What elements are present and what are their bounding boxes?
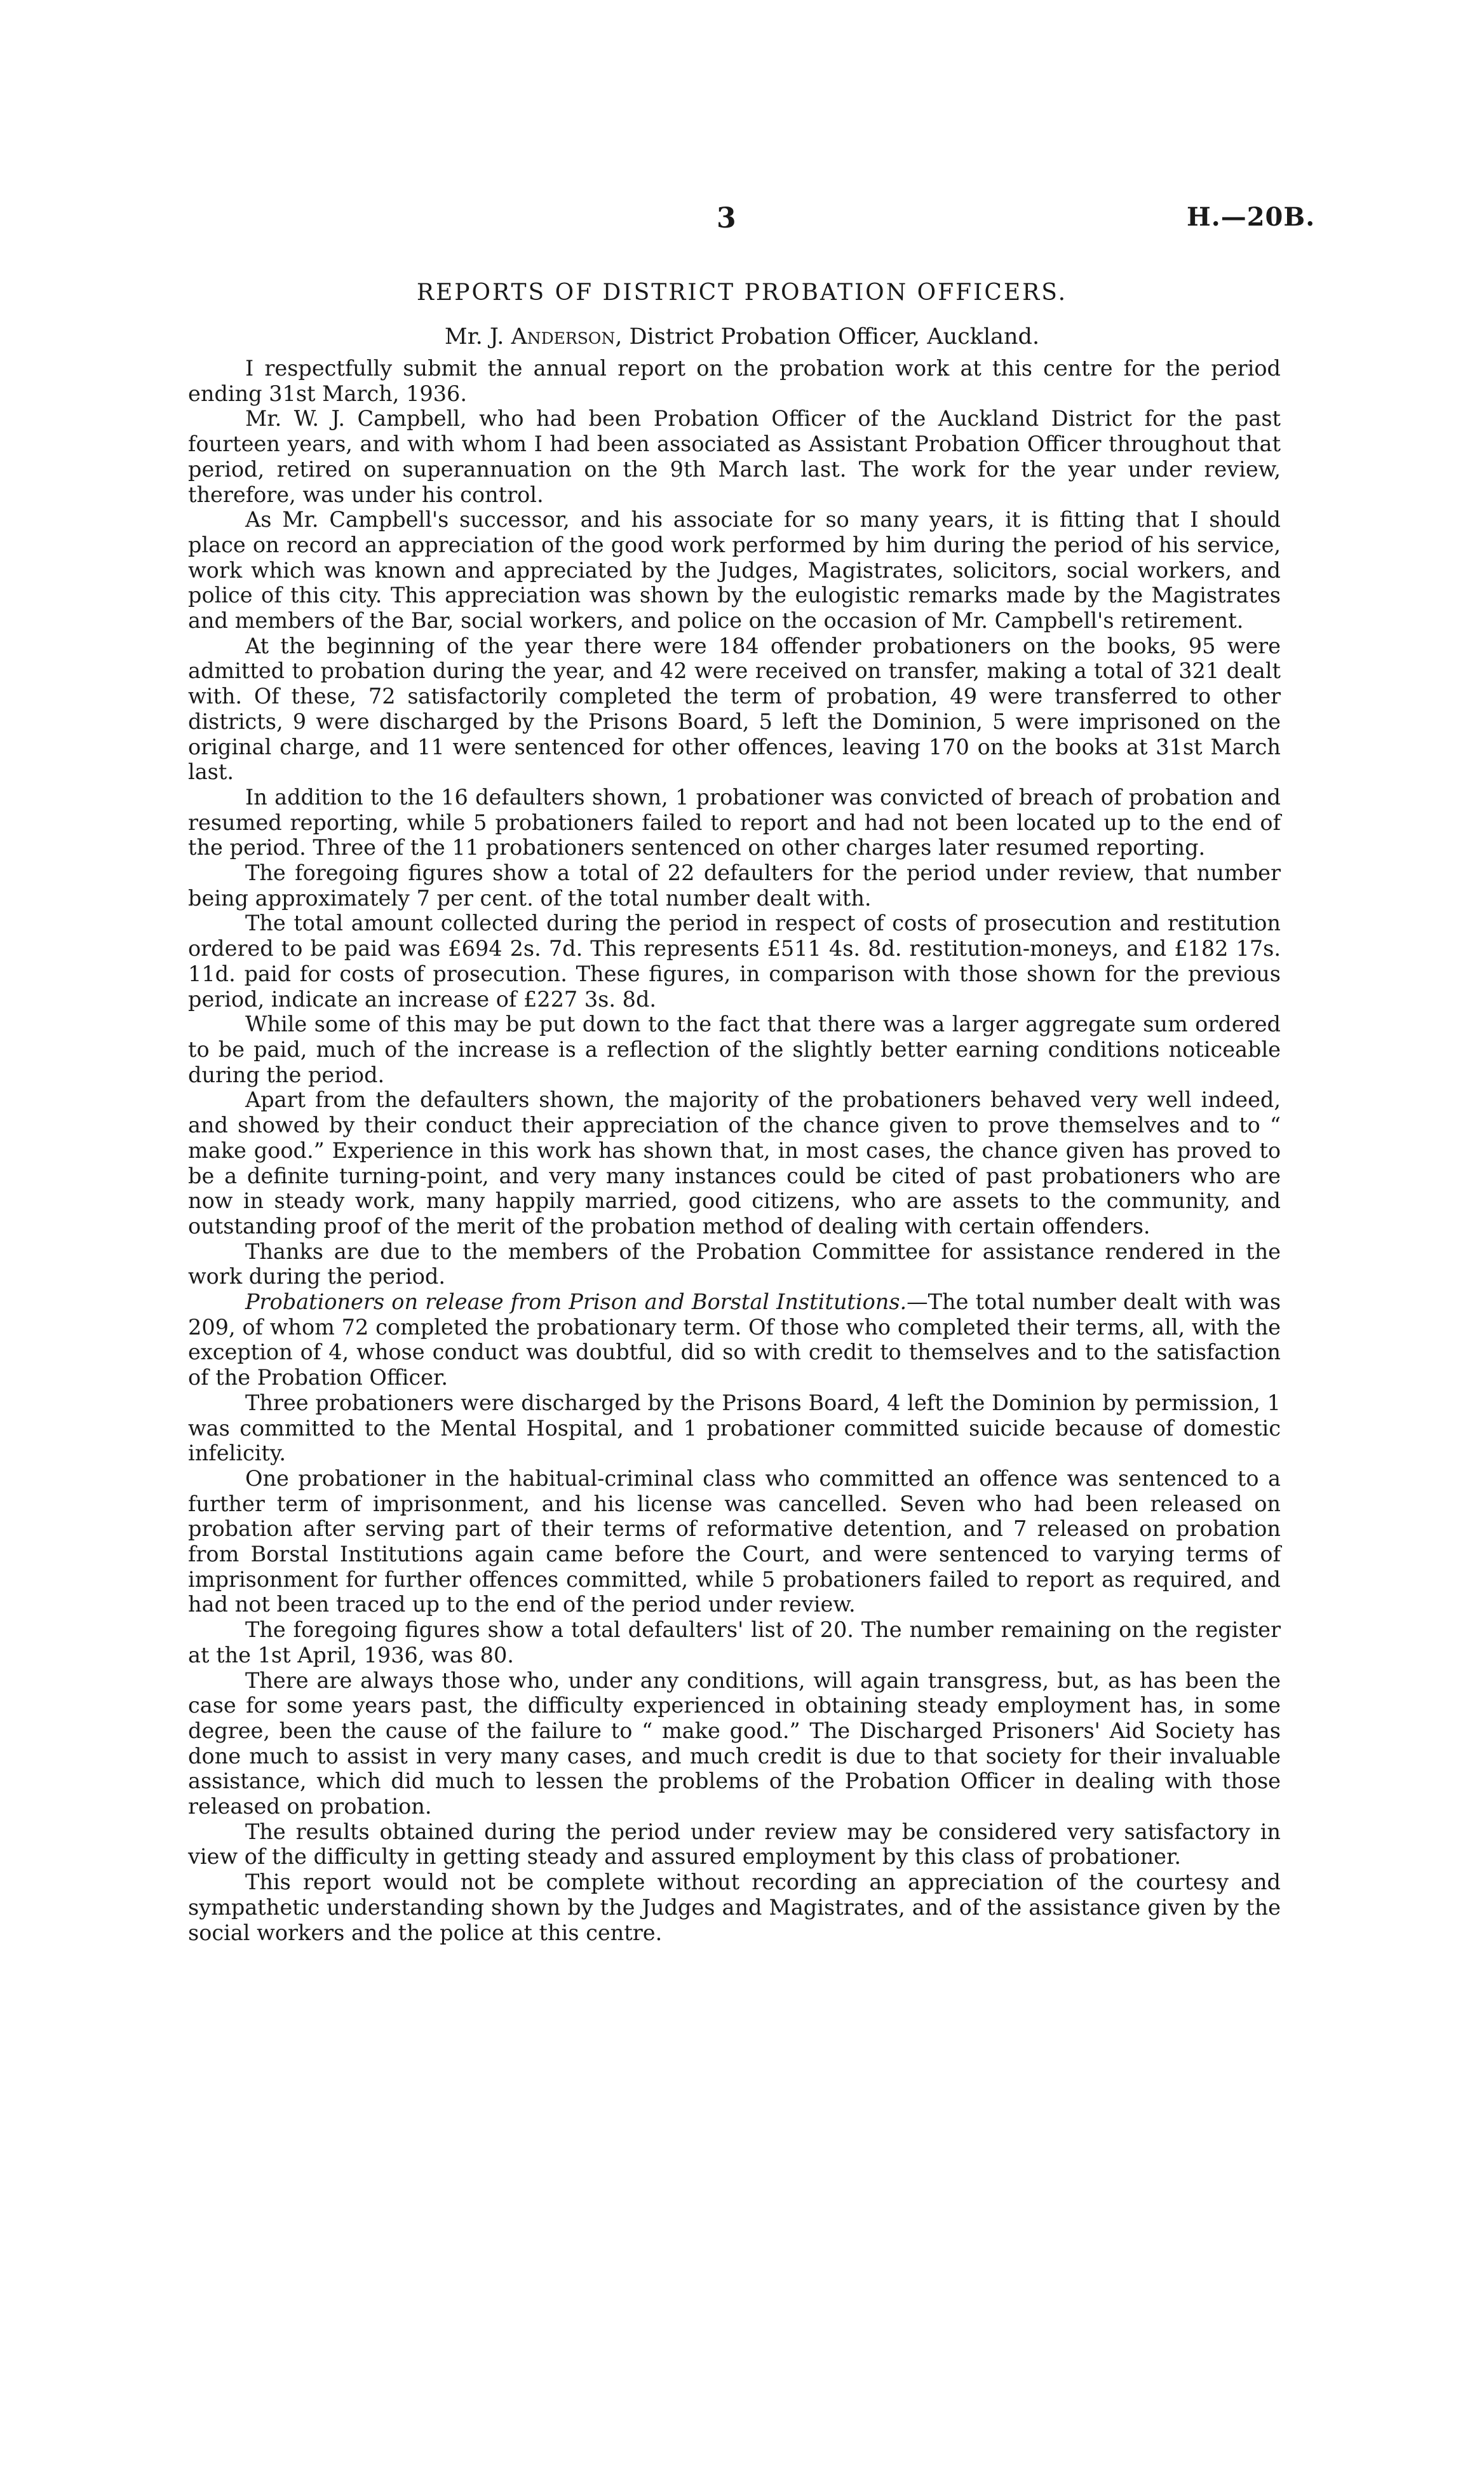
paragraph: Mr. W. J. Campbell, who had been Probation Officer of the Auckland District for the past fourteen years, and with whom I had been associated as Assistant Probation Officer throughout that period, retired on superannuation on the 9th March last. The work for the year under review, therefore, was under his control. [188,406,1281,507]
paragraph: As Mr. Campbell's successor, and his associate for so many years, it is fitting that I should place on record an appreciation of the good work performed by him during the period of his service, work which was known and appreciated by the Judges, Magistrates, solicitors, social workers, and police of this city. This appreciation was shown by the eulogistic remarks made by the Magistrates and members of the Bar, social workers, and police on the occasion of Mr. Campbell's retirement. [188,507,1281,634]
paragraph: While some of this may be put down to the fact that there was a larger aggregate sum ordered to be paid, much of the increase is a reflection of the slightly better earning conditions noticeable during the period. [188,1012,1281,1087]
paragraph: At the beginning of the year there were 184 offender probationers on the books, 95 were admitted to probation during the year, and 42 were received on transfer, making a total of 321 dealt with. Of these, 72 satisfactorily completed the term of probation, 49 were transferred to other districts, 9 were discharged by the Prisons Board, 5 left the Dominion, 5 were imprisoned on the original charge, and 11 were sentenced for other offences, leaving 170 on the books at 31st March last. [188,633,1281,785]
paragraph: Thanks are due to the members of the Probation Committee for assistance rendered in the work during the period. [188,1239,1281,1289]
officer-name: Anderson [511,324,616,350]
paragraph: Three probationers were discharged by the Prisons Board, 4 left the Dominion by permission, 1 was committed to the Mental Hospital, and 1 probationer committed suicide because of domestic infelicity. [188,1390,1281,1466]
report-title: REPORTS OF DISTRICT PROBATION OFFICERS. [416,280,1068,306]
paragraph: In addition to the 16 defaulters shown, 1 probationer was convicted of breach of probation and resumed reporting, while 5 probationers failed to report and had not been located up to the end of the period. Three of the 11 probationers sentenced on other charges later resumed reporting. [188,784,1281,860]
paragraph: Apart from the defaulters shown, the majority of the probationers behaved very well indeed, and showed by their conduct their appreciation of the chance given to prove themselves and to “ make good.” Experience in this work has shown that, in most cases, the chance given has proved to be a definite turning-point, and very many instances could be cited of past probationers who are now in steady work, many happily married, good citizens, who are assets to the community, and outstanding proof of the merit of the probation method of dealing with certain offenders. [188,1087,1281,1239]
paragraph: There are always those who, under any conditions, will again transgress, but, as has been the case for some years past, the difficulty experienced in obtaining steady employment has, in some degree, been the cause of the failure to “ make good.” The Discharged Prisoners' Aid Society has done much to assist in very many cases, and much credit is due to that society for their invaluable assistance, which did much to lessen the problems of the Probation Officer in dealing with those released on probation. [188,1667,1281,1819]
paragraph: I respectfully submit the annual report on the probation work at this centre for the period ending 31st March, 1936. [188,356,1281,406]
paragraph: The total amount collected during the period in respect of costs of prosecution and restitution ordered to be paid was £694 2s. 7d. This represents £511 4s. 8d. restitution-moneys, and £182 17s. 11d. paid for costs of prosecution. These figures, in comparison with those shown for the previous period, indicate an increase of £227 3s. 8d. [188,911,1281,1012]
release-paragraph-text: —The total number dealt with was 209, of whom 72 completed the probationary term. Of those who completed their terms, all, with the exception of 4, whose conduct was doubtful, did so with credit to themselves and to the satisfaction of the Probation Officer. [188,1289,1281,1390]
paragraph: The foregoing figures show a total of 22 defaulters for the period under review, that number being approximately 7 per cent. of the total number dealt with. [188,860,1281,911]
paragraph: The foregoing figures show a total defaulters' list of 20. The number remaining on the register at the 1st April, 1936, was 80. [188,1617,1281,1667]
paragraph: This report would not be complete without recording an appreciation of the courtesy and sympathetic understanding shown by the Judges and Magistrates, and of the assistance given by the social workers and the police at this centre. [188,1870,1281,1945]
subtitle-prefix: Mr. J. [444,324,511,350]
release-paragraph [188,1289,1281,1390]
report-subtitle [0,324,1484,350]
paragraph: The results obtained during the period under review may be considered very satisfactory in view of the difficulty in getting steady and assured employment by this class of probationer. [188,1819,1281,1870]
paragraph: One probationer in the habitual-criminal class who committed an offence was sentenced to a further term of imprisonment, and his license was cancelled. Seven who had been released on probation after serving part of their terms of reformative detention, and 7 released on probation from Borstal Institutions again came before the Court, and were sentenced to varying terms of imprisonment for further offences committed, while 5 probationers failed to report as required, and had not been traced up to the end of the period under review. [188,1465,1281,1617]
subtitle-suffix: , District Probation Officer, Auckland. [615,324,1040,350]
report-body [188,356,1281,1945]
document-reference: H.—20B. [1187,202,1316,232]
page-number: 3 [717,202,736,234]
release-section-heading: Probationers on release from Prison and Borstal Institutions. [245,1289,907,1315]
